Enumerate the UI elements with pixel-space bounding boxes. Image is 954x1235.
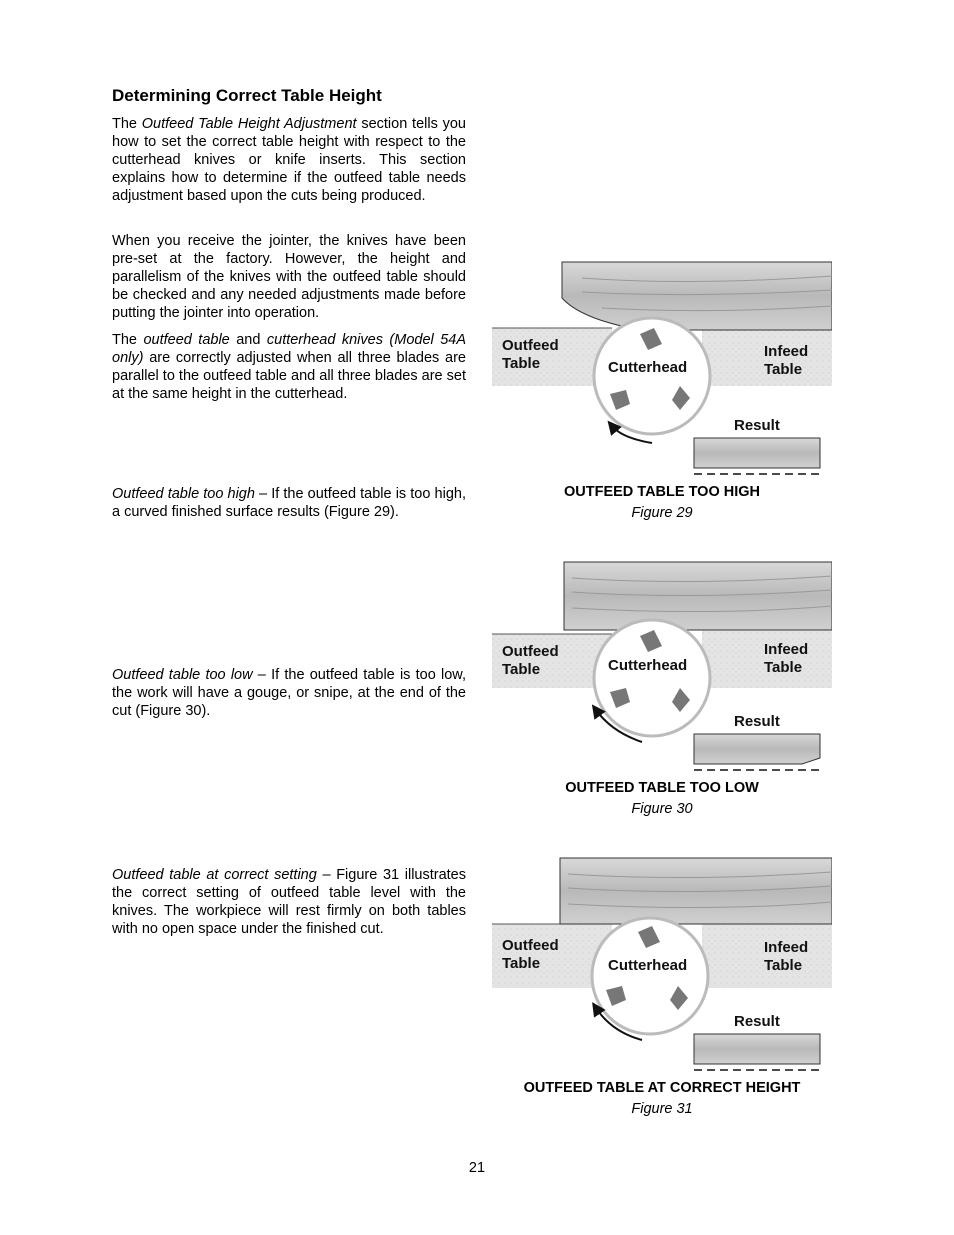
result-board (694, 1034, 820, 1064)
outfeed-label: Outfeed (502, 337, 559, 354)
result-label: Result (734, 417, 780, 434)
paragraph-intro: The Outfeed Table Height Adjustment section tells you how to set the correct table height with respect to the cutterhead knives or knife inserts. This section explains how to determine if the outfeed table needs adjustment based upon the cuts being produced. (112, 116, 466, 204)
outfeed-label: Table (502, 355, 541, 372)
figure-30-caption: Figure 30 (631, 801, 693, 817)
outfeed-label: Outfeed (502, 643, 559, 660)
cutterhead-label: Cutterhead (608, 957, 688, 974)
paragraph-correct-setting: Outfeed table at correct setting – Figure 31 illustrates the correct setting of outfeed table level with the knives. The workpiece will rest firmly on both tables with no open space under the finished cut. (112, 867, 466, 937)
infeed-label: Table (764, 659, 803, 676)
figure-29-caption: Figure 29 (631, 505, 693, 521)
section-heading: Determining Correct Table Height (112, 86, 382, 105)
infeed-label: Infeed (764, 641, 809, 658)
infeed-label: Table (764, 361, 803, 378)
paragraph-factory: When you receive the jointer, the knives have been pre-set at the factory. However, the height and parallelism of the knives with the outfeed table should be checked and any needed adjustments made before putting the jointer into operation. (112, 233, 466, 321)
figure-31-diagram (492, 856, 832, 1076)
result-board (694, 438, 820, 468)
figure-31 (492, 856, 832, 1126)
figure-31-title: OUTFEED TABLE AT CORRECT HEIGHT (523, 1080, 801, 1096)
figure-30-diagram (492, 560, 832, 775)
paragraph-too-low: Outfeed table too low – If the outfeed table is too low, the work will have a gouge, or snipe, at the end of the cut (Figure 30). (112, 667, 466, 719)
figure-31-caption: Figure 31 (631, 1101, 693, 1117)
cutterhead-label: Cutterhead (608, 359, 688, 376)
infeed-table (702, 924, 832, 988)
cutterhead-label: Cutterhead (608, 657, 688, 674)
figure-29-diagram (492, 258, 832, 478)
workpiece-board (564, 562, 832, 630)
infeed-label: Table (764, 957, 803, 974)
paragraph-correct-adjustment: The outfeed table and cutterhead knives (Model 54A only) are correctly adjusted when all three blades are parallel to the outfeed table and all three blades are set at the same height in the cutterhead. (112, 332, 467, 402)
figure-29-title: OUTFEED TABLE TOO HIGH (563, 484, 761, 500)
infeed-label: Infeed (764, 343, 809, 360)
figure-30-title: OUTFEED TABLE TOO LOW (565, 780, 759, 796)
workpiece-board (562, 262, 832, 330)
figure-29 (492, 258, 832, 528)
result-label: Result (734, 1013, 780, 1030)
paragraph-too-high: Outfeed table too high – If the outfeed table is too high, a curved finished surface results (Figure 29). (112, 486, 466, 520)
outfeed-label: Outfeed (502, 937, 559, 954)
infeed-label: Infeed (764, 939, 809, 956)
result-label: Result (734, 713, 780, 730)
result-board-snipe (694, 734, 820, 764)
outfeed-label: Table (502, 955, 541, 972)
page-number: 21 (468, 1160, 486, 1176)
figure-30 (492, 560, 832, 825)
outfeed-label: Table (502, 661, 541, 678)
